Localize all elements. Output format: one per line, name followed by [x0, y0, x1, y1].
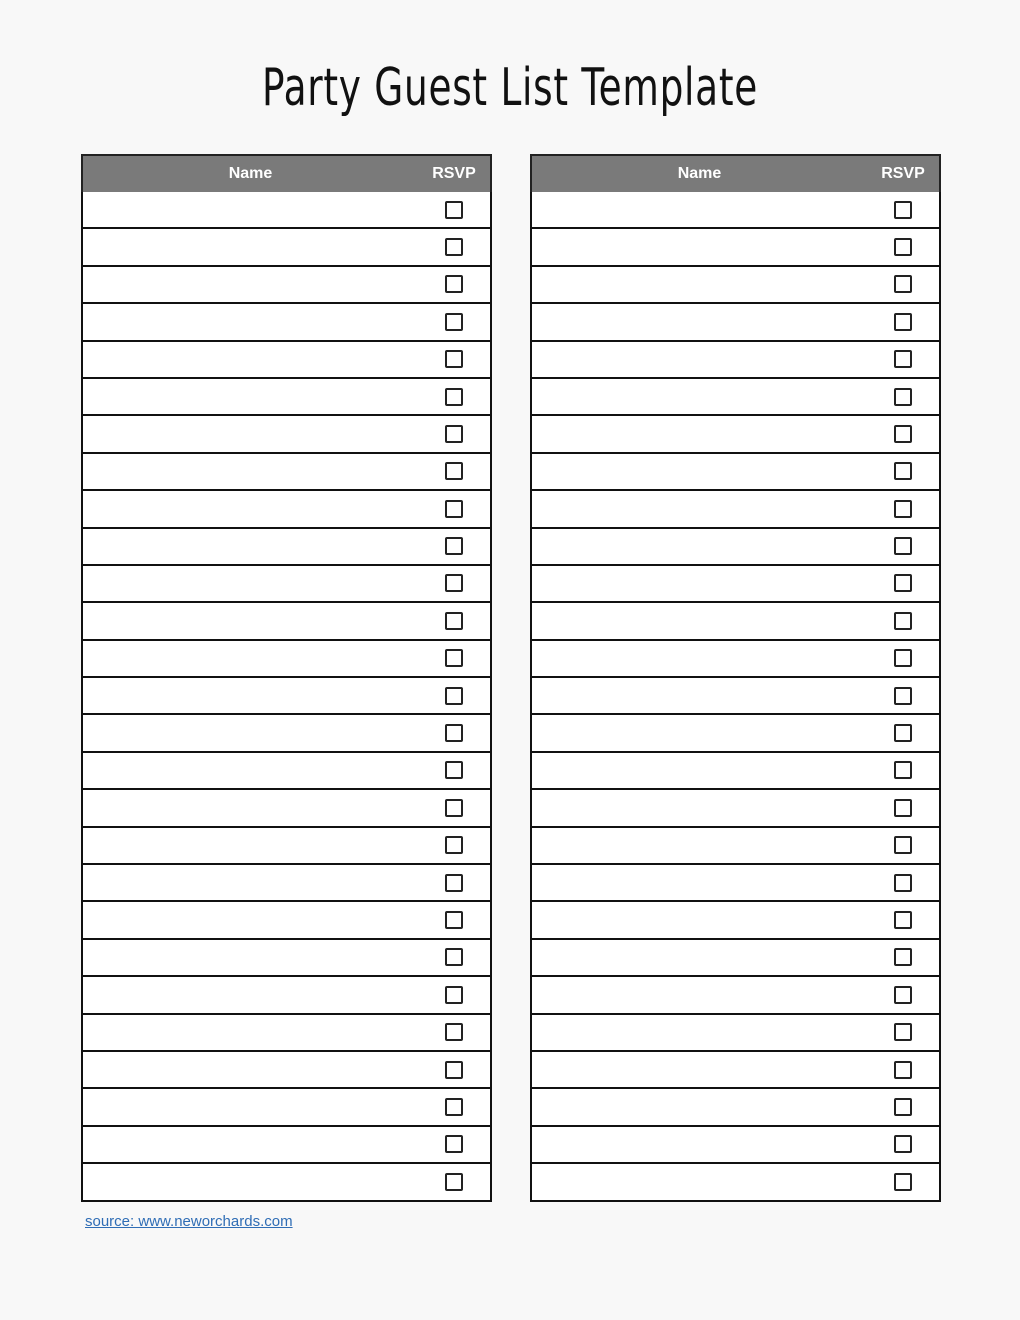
guest-name-cell[interactable] [531, 192, 867, 228]
table-row [82, 1014, 491, 1051]
rsvp-checkbox[interactable] [894, 350, 912, 368]
guest-name-cell[interactable] [531, 528, 867, 565]
rsvp-cell [418, 490, 491, 527]
guest-name-cell[interactable] [531, 453, 867, 490]
guest-name-cell[interactable] [82, 677, 418, 714]
rsvp-checkbox[interactable] [894, 238, 912, 256]
rsvp-checkbox[interactable] [445, 1135, 463, 1153]
rsvp-cell [418, 266, 491, 303]
rsvp-cell [867, 378, 940, 415]
rsvp-cell [418, 752, 491, 789]
guest-name-cell[interactable] [531, 303, 867, 340]
guest-name-cell[interactable] [531, 677, 867, 714]
table-row [82, 565, 491, 602]
rsvp-checkbox[interactable] [894, 1098, 912, 1116]
guest-name-cell[interactable] [531, 490, 867, 527]
rsvp-checkbox[interactable] [894, 574, 912, 592]
guest-name-cell[interactable] [82, 864, 418, 901]
rsvp-cell [867, 827, 940, 864]
rsvp-cell [867, 901, 940, 938]
table-row [82, 1163, 491, 1200]
table-row [531, 640, 940, 677]
guest-name-cell[interactable] [531, 1126, 867, 1163]
rsvp-cell [867, 864, 940, 901]
table-row [531, 1088, 940, 1125]
rsvp-cell [418, 789, 491, 826]
guest-name-cell[interactable] [82, 228, 418, 265]
table-row [82, 789, 491, 826]
guest-name-cell[interactable] [82, 714, 418, 751]
name-column-header: Name [82, 155, 418, 192]
guest-name-cell[interactable] [82, 602, 418, 639]
table-row [531, 1163, 940, 1200]
guest-name-cell[interactable] [531, 976, 867, 1013]
table-row [82, 341, 491, 378]
rsvp-cell [418, 228, 491, 265]
rsvp-column-header: RSVP [867, 155, 940, 192]
guest-table-right [530, 154, 941, 1202]
rsvp-checkbox[interactable] [894, 500, 912, 518]
table-row [531, 228, 940, 265]
rsvp-checkbox[interactable] [445, 1023, 463, 1041]
rsvp-checkbox[interactable] [894, 874, 912, 892]
table-row [82, 378, 491, 415]
guest-name-cell[interactable] [531, 1014, 867, 1051]
guest-name-cell[interactable] [82, 453, 418, 490]
rsvp-cell [418, 939, 491, 976]
guest-name-cell[interactable] [82, 1126, 418, 1163]
guest-name-cell[interactable] [82, 192, 418, 228]
rsvp-checkbox[interactable] [445, 350, 463, 368]
rsvp-cell [867, 490, 940, 527]
rsvp-checkbox[interactable] [894, 687, 912, 705]
table-row [531, 864, 940, 901]
guest-name-cell[interactable] [531, 341, 867, 378]
rsvp-checkbox[interactable] [894, 1023, 912, 1041]
guest-name-cell[interactable] [531, 789, 867, 826]
guest-name-cell[interactable] [82, 528, 418, 565]
table-row [531, 1051, 940, 1088]
rsvp-checkbox[interactable] [445, 724, 463, 742]
guest-name-cell[interactable] [531, 378, 867, 415]
table-row [82, 752, 491, 789]
table-row [531, 266, 940, 303]
table-row [531, 528, 940, 565]
rsvp-checkbox[interactable] [894, 724, 912, 742]
rsvp-checkbox[interactable] [445, 201, 463, 219]
rsvp-checkbox[interactable] [894, 649, 912, 667]
table-row [531, 192, 940, 228]
rsvp-cell [418, 341, 491, 378]
rsvp-checkbox[interactable] [894, 761, 912, 779]
rsvp-cell [418, 677, 491, 714]
guest-name-cell[interactable] [82, 789, 418, 826]
rsvp-cell [418, 192, 491, 228]
table-row [82, 490, 491, 527]
guest-name-cell[interactable] [82, 415, 418, 452]
rsvp-cell [867, 602, 940, 639]
rsvp-cell [867, 228, 940, 265]
rsvp-checkbox[interactable] [894, 1173, 912, 1191]
rsvp-cell [418, 901, 491, 938]
table-row [531, 677, 940, 714]
guest-name-cell[interactable] [82, 1088, 418, 1125]
guest-name-cell[interactable] [531, 640, 867, 677]
rsvp-checkbox[interactable] [445, 874, 463, 892]
table-row [82, 528, 491, 565]
rsvp-checkbox[interactable] [445, 612, 463, 630]
rsvp-cell [867, 714, 940, 751]
table-row [82, 827, 491, 864]
rsvp-checkbox[interactable] [894, 1135, 912, 1153]
rsvp-checkbox[interactable] [894, 388, 912, 406]
table-row [531, 827, 940, 864]
rsvp-cell [867, 528, 940, 565]
table-row [531, 490, 940, 527]
guest-name-cell[interactable] [82, 341, 418, 378]
rsvp-checkbox[interactable] [445, 911, 463, 929]
guest-name-cell[interactable] [531, 714, 867, 751]
table-row [531, 1014, 940, 1051]
guest-name-cell[interactable] [82, 266, 418, 303]
table-row [531, 303, 940, 340]
rsvp-cell [418, 565, 491, 602]
table-header-row [531, 155, 940, 192]
table-row [82, 602, 491, 639]
guest-name-cell[interactable] [82, 378, 418, 415]
table-row [531, 939, 940, 976]
guest-name-cell[interactable] [82, 303, 418, 340]
rsvp-checkbox[interactable] [445, 537, 463, 555]
rsvp-cell [867, 640, 940, 677]
guest-name-cell[interactable] [531, 565, 867, 602]
rsvp-checkbox[interactable] [445, 799, 463, 817]
table-row [82, 939, 491, 976]
rsvp-cell [418, 1088, 491, 1125]
table-row [82, 677, 491, 714]
rsvp-cell [418, 976, 491, 1013]
rsvp-checkbox[interactable] [445, 238, 463, 256]
guest-name-cell[interactable] [531, 864, 867, 901]
rsvp-cell [418, 864, 491, 901]
table-row [82, 228, 491, 265]
rsvp-cell [867, 677, 940, 714]
table-row [531, 565, 940, 602]
rsvp-cell [418, 453, 491, 490]
rsvp-checkbox[interactable] [894, 948, 912, 966]
rsvp-cell [867, 192, 940, 228]
rsvp-checkbox[interactable] [894, 313, 912, 331]
rsvp-cell [418, 714, 491, 751]
rsvp-cell [867, 303, 940, 340]
table-row [531, 341, 940, 378]
rsvp-checkbox[interactable] [894, 462, 912, 480]
table-row [82, 1126, 491, 1163]
guest-table-left [81, 154, 492, 1202]
guest-name-cell[interactable] [82, 976, 418, 1013]
rsvp-checkbox[interactable] [445, 649, 463, 667]
page-title: Party Guest List Template [261, 58, 759, 118]
guest-name-cell[interactable] [531, 602, 867, 639]
rsvp-cell [867, 453, 940, 490]
rsvp-checkbox[interactable] [894, 1061, 912, 1079]
rsvp-column-header: RSVP [418, 155, 491, 192]
table-header-row [82, 155, 491, 192]
rsvp-cell [418, 528, 491, 565]
rsvp-cell [867, 341, 940, 378]
guest-name-cell[interactable] [82, 490, 418, 527]
rsvp-cell [867, 789, 940, 826]
table-row [531, 453, 940, 490]
rsvp-checkbox[interactable] [445, 1173, 463, 1191]
rsvp-checkbox[interactable] [894, 275, 912, 293]
table-row [82, 714, 491, 751]
rsvp-checkbox[interactable] [894, 612, 912, 630]
rsvp-cell [867, 1051, 940, 1088]
rsvp-checkbox[interactable] [445, 462, 463, 480]
rsvp-cell [867, 939, 940, 976]
guest-name-cell[interactable] [82, 939, 418, 976]
rsvp-cell [418, 415, 491, 452]
rsvp-cell [867, 415, 940, 452]
table-row [531, 714, 940, 751]
rsvp-checkbox[interactable] [445, 574, 463, 592]
guest-name-cell[interactable] [82, 1014, 418, 1051]
rsvp-cell [867, 752, 940, 789]
rsvp-cell [418, 602, 491, 639]
rsvp-cell [867, 1088, 940, 1125]
name-column-header: Name [531, 155, 867, 192]
guest-name-cell[interactable] [531, 1051, 867, 1088]
rsvp-checkbox[interactable] [894, 799, 912, 817]
rsvp-checkbox[interactable] [445, 500, 463, 518]
guest-name-cell[interactable] [82, 1163, 418, 1200]
rsvp-cell [418, 303, 491, 340]
table-row [82, 303, 491, 340]
table-row [82, 1088, 491, 1125]
guest-name-cell[interactable] [82, 640, 418, 677]
guest-name-cell[interactable] [531, 827, 867, 864]
guest-name-cell[interactable] [531, 228, 867, 265]
guest-name-cell[interactable] [82, 1051, 418, 1088]
rsvp-checkbox[interactable] [445, 388, 463, 406]
rsvp-checkbox[interactable] [894, 986, 912, 1004]
rsvp-checkbox[interactable] [445, 836, 463, 854]
table-row [82, 640, 491, 677]
rsvp-checkbox[interactable] [894, 911, 912, 929]
table-row [531, 1126, 940, 1163]
rsvp-cell [418, 1126, 491, 1163]
rsvp-checkbox[interactable] [445, 687, 463, 705]
table-row [82, 976, 491, 1013]
rsvp-checkbox[interactable] [894, 201, 912, 219]
guest-name-cell[interactable] [82, 565, 418, 602]
table-row [82, 901, 491, 938]
guest-name-cell[interactable] [531, 266, 867, 303]
rsvp-cell [867, 565, 940, 602]
rsvp-checkbox[interactable] [445, 1061, 463, 1079]
guest-name-cell[interactable] [531, 901, 867, 938]
rsvp-cell [418, 640, 491, 677]
table-row [531, 602, 940, 639]
guest-name-cell[interactable] [82, 752, 418, 789]
table-row [531, 378, 940, 415]
rsvp-cell [418, 378, 491, 415]
guest-name-cell[interactable] [531, 1088, 867, 1125]
rsvp-cell [418, 1014, 491, 1051]
rsvp-cell [867, 1014, 940, 1051]
rsvp-checkbox[interactable] [445, 425, 463, 443]
table-row [82, 415, 491, 452]
rsvp-cell [867, 1163, 940, 1200]
rsvp-cell [867, 266, 940, 303]
table-row [82, 1051, 491, 1088]
guest-name-cell[interactable] [531, 415, 867, 452]
table-row [531, 415, 940, 452]
rsvp-checkbox[interactable] [445, 986, 463, 1004]
rsvp-cell [418, 1051, 491, 1088]
rsvp-checkbox[interactable] [445, 761, 463, 779]
source-link[interactable]: source: www.neworchards.com [85, 1213, 293, 1230]
rsvp-cell [418, 827, 491, 864]
table-row [82, 864, 491, 901]
rsvp-checkbox[interactable] [894, 836, 912, 854]
guest-name-cell[interactable] [82, 827, 418, 864]
rsvp-checkbox[interactable] [445, 948, 463, 966]
rsvp-checkbox[interactable] [894, 425, 912, 443]
guest-name-cell[interactable] [82, 901, 418, 938]
table-row [531, 789, 940, 826]
rsvp-checkbox[interactable] [445, 1098, 463, 1116]
rsvp-cell [867, 1126, 940, 1163]
rsvp-checkbox[interactable] [894, 537, 912, 555]
table-row [82, 453, 491, 490]
guest-name-cell[interactable] [531, 1163, 867, 1200]
rsvp-cell [418, 1163, 491, 1200]
table-row [82, 192, 491, 228]
guest-name-cell[interactable] [531, 752, 867, 789]
guest-name-cell[interactable] [531, 939, 867, 976]
rsvp-checkbox[interactable] [445, 275, 463, 293]
table-row [531, 976, 940, 1013]
table-row [531, 901, 940, 938]
table-row [531, 752, 940, 789]
rsvp-checkbox[interactable] [445, 313, 463, 331]
rsvp-cell [867, 976, 940, 1013]
table-row [82, 266, 491, 303]
